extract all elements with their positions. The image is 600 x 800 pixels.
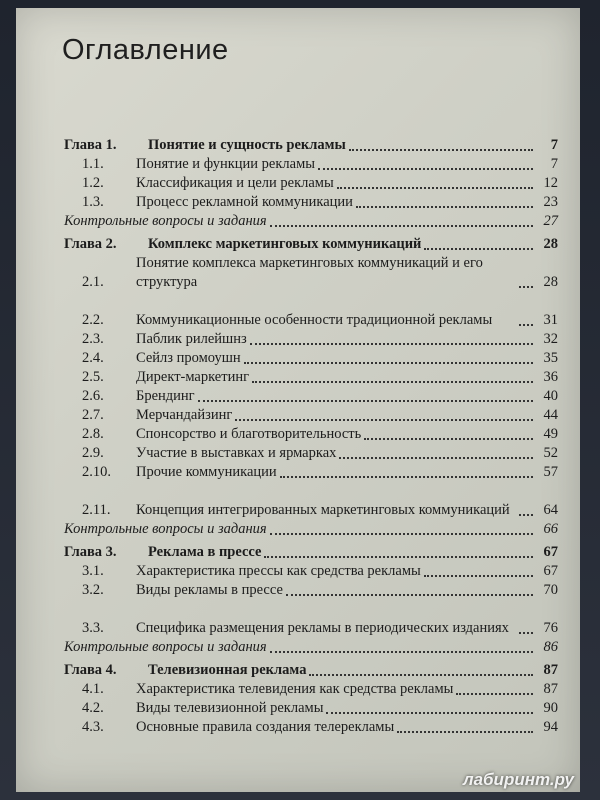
toc-section-row <box>64 444 558 463</box>
dot-leader <box>364 430 533 440</box>
dot-leader <box>270 217 533 227</box>
dot-leader <box>264 548 533 558</box>
toc-entry-number: 3.2. <box>82 582 104 598</box>
toc-page-number: 76 <box>543 620 558 636</box>
toc-page-number: 12 <box>543 175 558 191</box>
dot-leader <box>519 278 533 288</box>
toc-page-number: 52 <box>543 445 558 461</box>
toc-chapter-row <box>64 661 558 680</box>
dot-leader <box>280 468 533 478</box>
toc-entry-title: Телевизионная реклама <box>148 662 307 678</box>
toc-chapter-row <box>64 543 558 562</box>
toc-section-row <box>64 368 558 387</box>
dot-leader <box>286 586 533 596</box>
toc-section-row <box>64 718 558 737</box>
toc-entry-number: 2.4. <box>82 350 104 366</box>
toc-page-number: 28 <box>543 236 558 252</box>
toc-chapter-row <box>64 136 558 155</box>
toc-entry-number: 2.3. <box>82 331 104 347</box>
toc-page-number: 86 <box>543 639 558 655</box>
toc-entry-number: 3.3. <box>82 620 104 636</box>
dot-leader <box>424 567 533 577</box>
watermark: лабиринт.ру <box>463 770 574 789</box>
toc-page-number: 49 <box>543 426 558 442</box>
toc-section-row <box>64 254 558 292</box>
toc-entry-title: Характеристика прессы как средства рекламы <box>136 563 421 579</box>
toc-section-row <box>64 562 558 581</box>
toc-entry-title: Мерчандайзинг <box>136 407 233 423</box>
toc-entry-number: Глава 1. <box>64 137 117 153</box>
dot-leader <box>270 525 533 535</box>
toc-entry-title: Понятие и функции рекламы <box>136 156 316 172</box>
toc-page-number: 70 <box>543 582 558 598</box>
toc-entry-title: Концепция интегрированных маркетинговых коммуникаций <box>136 502 510 518</box>
toc-entry-number: 1.2. <box>82 175 104 191</box>
toc-entry-title: Коммуникационные особенности традиционной рекламы <box>136 312 493 328</box>
toc-section-row <box>64 482 558 520</box>
toc-entry-title: Понятие и сущность рекламы <box>148 137 346 153</box>
toc-section-row <box>64 174 558 193</box>
dot-leader <box>235 411 533 421</box>
toc-entry-number: 2.10. <box>82 464 111 480</box>
toc-page-number: 66 <box>543 521 558 537</box>
toc-page-number: 87 <box>543 681 558 697</box>
toc-page-number: 28 <box>543 274 558 290</box>
table-of-contents <box>64 136 558 737</box>
toc-section-row <box>64 406 558 425</box>
toc-page-number: 23 <box>543 194 558 210</box>
dot-leader <box>326 704 533 714</box>
toc-entry-title: Реклама в прессе <box>148 544 262 560</box>
dot-leader <box>519 624 533 634</box>
toc-questions-row <box>64 212 558 231</box>
toc-entry-title: Классификация и цели рекламы <box>136 175 334 191</box>
dot-leader <box>397 723 533 733</box>
toc-entry-number: Глава 4. <box>64 662 117 678</box>
toc-entry-number: 4.1. <box>82 681 104 697</box>
toc-entry-number: 2.9. <box>82 445 104 461</box>
toc-entry-number: 2.6. <box>82 388 104 404</box>
toc-entry-number: 1.3. <box>82 194 104 210</box>
dot-leader <box>250 335 533 345</box>
toc-page-number: 36 <box>543 369 558 385</box>
toc-page-number: 57 <box>543 464 558 480</box>
toc-entry-number: 2.5. <box>82 369 104 385</box>
toc-entry-title: Брендинг <box>136 388 195 404</box>
dot-leader <box>519 506 533 516</box>
toc-section-row <box>64 292 558 330</box>
dot-leader <box>519 316 533 326</box>
toc-section-row <box>64 155 558 174</box>
toc-section-row <box>64 680 558 699</box>
toc-entry-number: 2.7. <box>82 407 104 423</box>
page-title: Оглавление <box>62 34 229 66</box>
toc-entry-title: Контрольные вопросы и задания <box>64 213 267 229</box>
toc-section-row <box>64 349 558 368</box>
toc-chapter-row <box>64 235 558 254</box>
dot-leader <box>270 643 533 653</box>
dot-leader <box>198 392 533 402</box>
toc-page-number: 94 <box>543 719 558 735</box>
dot-leader <box>356 198 533 208</box>
toc-entry-title: Виды рекламы в прессе <box>136 582 283 598</box>
toc-section-row <box>64 581 558 600</box>
toc-entry-title: Прочие коммуникации <box>136 464 277 480</box>
toc-entry-number: 2.11. <box>82 502 111 518</box>
toc-entry-number: 2.8. <box>82 426 104 442</box>
toc-entry-title: Процесс рекламной коммуникации <box>136 194 353 210</box>
toc-entry-title: Спонсорство и благотворительность <box>136 426 362 442</box>
toc-entry-title: Основные правила создания телерекламы <box>136 719 395 735</box>
toc-section-row <box>64 600 558 638</box>
dot-leader <box>244 354 533 364</box>
toc-entry-title: Директ-маркетинг <box>136 369 250 385</box>
toc-questions-row <box>64 520 558 539</box>
toc-questions-row <box>64 638 558 657</box>
dot-leader <box>318 160 533 170</box>
toc-entry-number: 2.2. <box>82 312 104 328</box>
toc-entry-title: Специфика размещения рекламы в периодических изданиях <box>136 620 509 636</box>
toc-page-number: 64 <box>543 502 558 518</box>
dot-leader <box>337 179 533 189</box>
toc-page-number: 67 <box>543 544 558 560</box>
toc-page-number: 35 <box>543 350 558 366</box>
toc-entry-number: Глава 2. <box>64 236 117 252</box>
dot-leader <box>309 666 533 676</box>
toc-page-number: 67 <box>543 563 558 579</box>
toc-page-number: 44 <box>543 407 558 423</box>
toc-entry-title: Сейлз промоушн <box>136 350 241 366</box>
toc-entry-title: Характеристика телевидения как средства рекламы <box>136 681 454 697</box>
toc-page-number: 7 <box>550 156 558 172</box>
toc-section-row <box>64 463 558 482</box>
toc-entry-number: 4.2. <box>82 700 104 716</box>
toc-section-row <box>64 425 558 444</box>
toc-entry-number: 1.1. <box>82 156 104 172</box>
toc-page-number: 7 <box>550 137 558 153</box>
toc-section-row <box>64 330 558 349</box>
toc-entry-title: Комплекс маркетинговых коммуникаций <box>148 236 422 252</box>
toc-section-row <box>64 699 558 718</box>
dot-leader <box>456 685 533 695</box>
dot-leader <box>252 373 533 383</box>
toc-section-row <box>64 387 558 406</box>
toc-entry-number: 3.1. <box>82 563 104 579</box>
toc-entry-title: Контрольные вопросы и задания <box>64 521 267 537</box>
toc-entry-number: Глава 3. <box>64 544 117 560</box>
toc-entry-title: Понятие комплекса маркетинговых коммуникаций и его структура <box>136 255 483 290</box>
toc-page-number: 40 <box>543 388 558 404</box>
book-page <box>16 8 580 792</box>
dot-leader <box>349 141 533 151</box>
toc-page-number: 27 <box>543 213 558 229</box>
toc-entry-title: Паблик рилейшнз <box>136 331 247 347</box>
dot-leader <box>424 240 533 250</box>
dot-leader <box>339 449 533 459</box>
toc-page-number: 31 <box>543 312 558 328</box>
toc-entry-number: 2.1. <box>82 274 104 290</box>
toc-entry-title: Контрольные вопросы и задания <box>64 639 267 655</box>
toc-page-number: 32 <box>543 331 558 347</box>
toc-entry-title: Виды телевизионной рекламы <box>136 700 324 716</box>
toc-entry-number: 4.3. <box>82 719 104 735</box>
toc-section-row <box>64 193 558 212</box>
toc-page-number: 87 <box>543 662 558 678</box>
toc-entry-title: Участие в выставках и ярмарках <box>136 445 337 461</box>
toc-page-number: 90 <box>543 700 558 716</box>
